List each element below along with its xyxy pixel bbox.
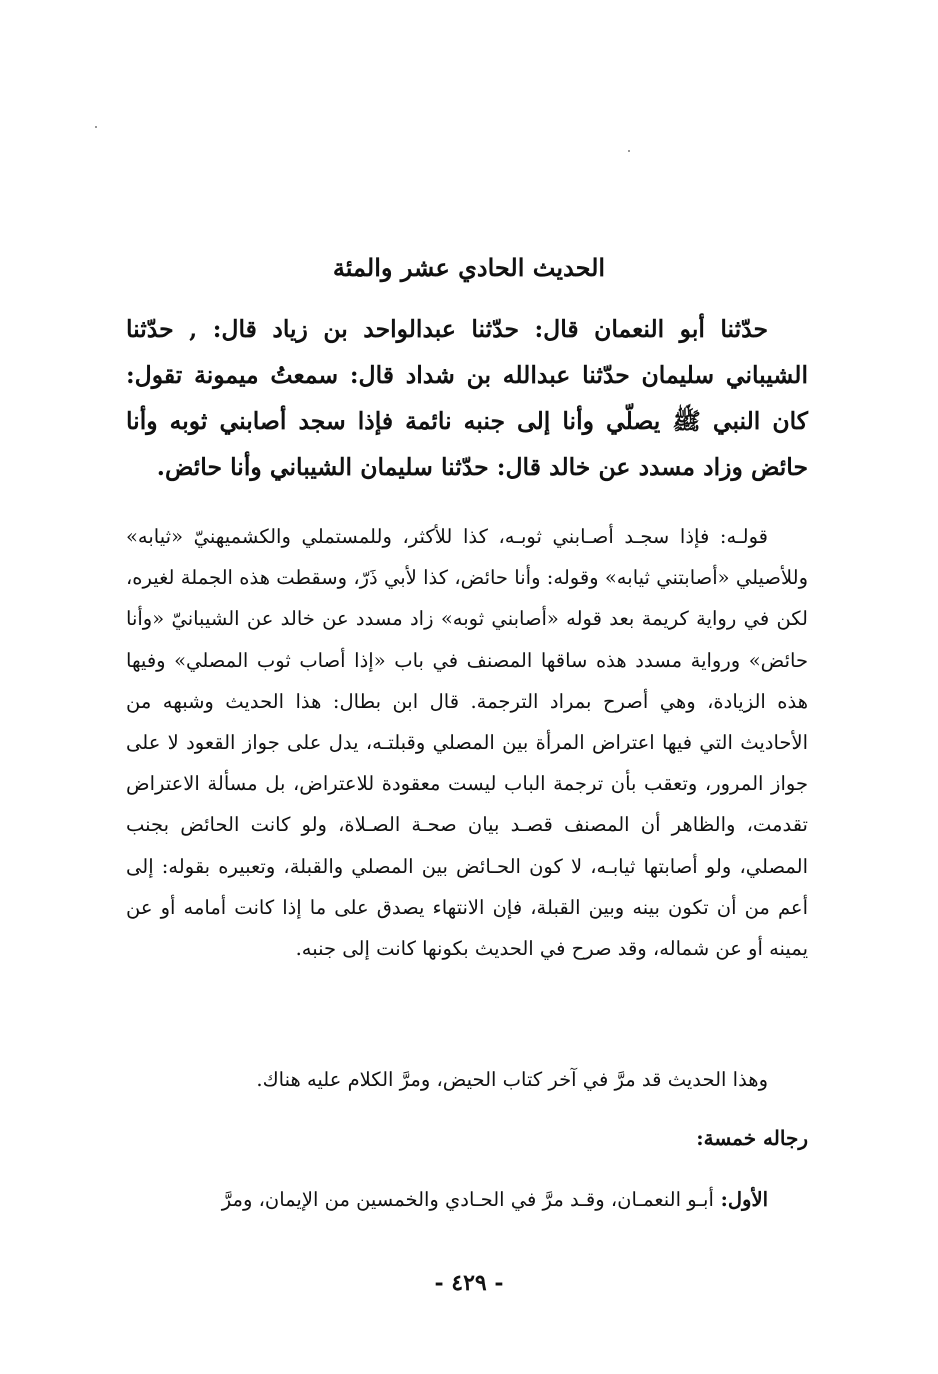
hadith-heading: الحديث الحادي عشر والمئة	[332, 253, 606, 282]
page-number: - ٤٢٩ -	[434, 1270, 504, 1296]
cross-reference-note: وهذا الحديث قد مرَّ في آخر كتاب الحيض، ومرَّ الكلام عليه هناك.	[256, 1068, 768, 1091]
first-narrator-line	[126, 1182, 808, 1218]
commentary-block	[126, 516, 808, 969]
scan-speck	[628, 150, 630, 152]
first-narrator-label: الأول:	[713, 1188, 768, 1211]
hadith-block	[126, 306, 808, 490]
commentary-text: قولـه: فإذا سجـد أصـابني ثوبـه، كذا للأكثر، وللمستملي والكشميهنيّ «ثيابه» وللأصيلي «أصابتني ثيابه» وقوله: وأنا حائض، كذا لأبي ذَرّ، وسقطت هذه الجملة لغيره، لكن في رواية كريمة بعد قوله «أصابني ثوبه» زاد مسدد عن خالد عن الشيبانيّ «وأنا حائض» ورواية مسدد هذه ساقها المصنف في باب «إذا أصاب ثوب المصلي» وفيها هذه الزيادة، وهي أصرح بمراد الترجمة. قال ابن بطال: هذا الحديث وشبهه من الأحاديث التي فيها اعتراض المرأة بين المصلي وقبلتـه، يدل على جواز القعود لا على جواز المرور، وتعقب بأن ترجمة الباب ليست معقودة للاعتراض، بل مسألة الاعتراض تقدمت، والظاهر أن المصنف قصـد بيان صحـة الصـلاة، ولو كانت الحائض بجنب المصلي، ولو أصابتها ثيابـه، لا كون الحـائض بين المصلي والقبلة، وتعبيره بقوله: إلى أعم من أن تكون بينه وبين القبلة، فإن الانتهاء يصدق على ما إذا كانت أمامه أو عن يمينه أو عن شماله، وقد صرح في الحديث بكونها كانت إلى جنبه.	[126, 525, 808, 961]
narrators-heading: رجاله خمسة:	[696, 1126, 808, 1150]
hadith-text: حدّثنا أبو النعمان قال: حدّثنا عبدالواحد بن زياد قال: , حدّثنا الشيباني سليمان حدّثنا عبدالله بن شداد قال: سمعتُ ميمونة تقول: كان النبي ﷺ يصلّي وأنا إلى جنبه نائمة فإذا سجد أصابني ثوبه وأنا حائض وزاد مسدد عن خالد قال: حدّثنا سليمان الشيباني وأنا حائض.	[126, 315, 808, 481]
scan-speck	[95, 126, 97, 128]
first-narrator-text: أبـو النعمـان، وقـد مرَّ في الحـادي والخمسين من الإيمان، ومرَّ	[221, 1188, 714, 1211]
